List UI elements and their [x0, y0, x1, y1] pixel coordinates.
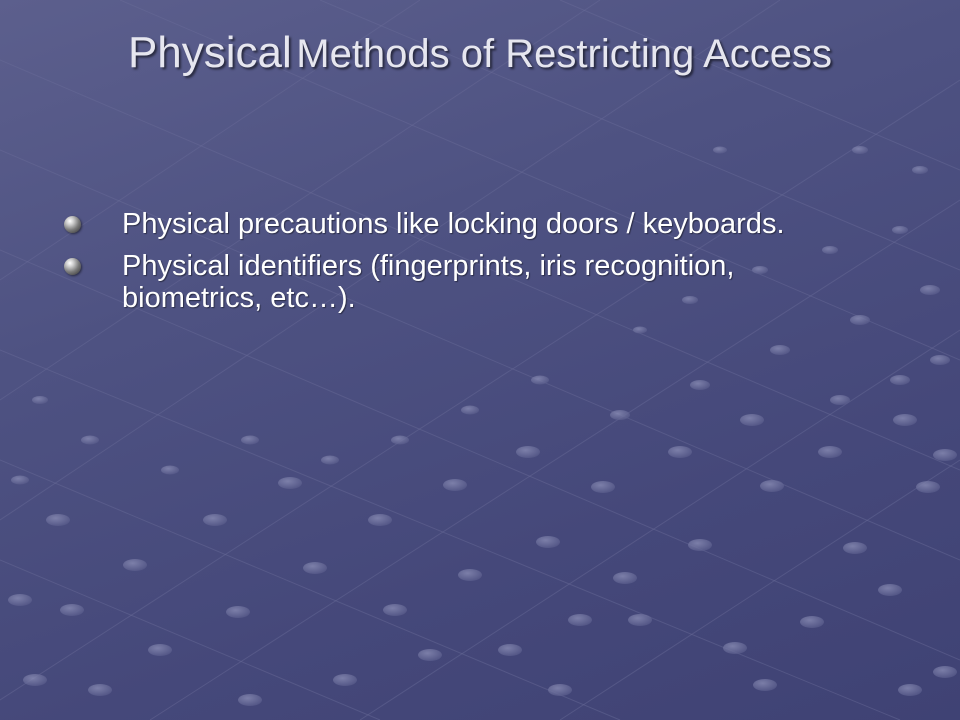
sphere-bullet-icon	[64, 216, 81, 233]
bullet-item	[60, 250, 880, 314]
bullet-text: Physical identifiers (fingerprints, iris recognition, biometrics, etc…).	[122, 250, 735, 314]
bullet-text: Physical precautions like locking doors / keyboards.	[122, 208, 785, 240]
title-lead: Physical	[127, 28, 292, 77]
slide-title	[40, 22, 920, 94]
bullet-list	[60, 208, 880, 324]
sphere-bullet-icon	[64, 258, 81, 275]
title-rest: Methods of Restricting Access	[296, 32, 833, 76]
bullet-item	[60, 208, 880, 240]
